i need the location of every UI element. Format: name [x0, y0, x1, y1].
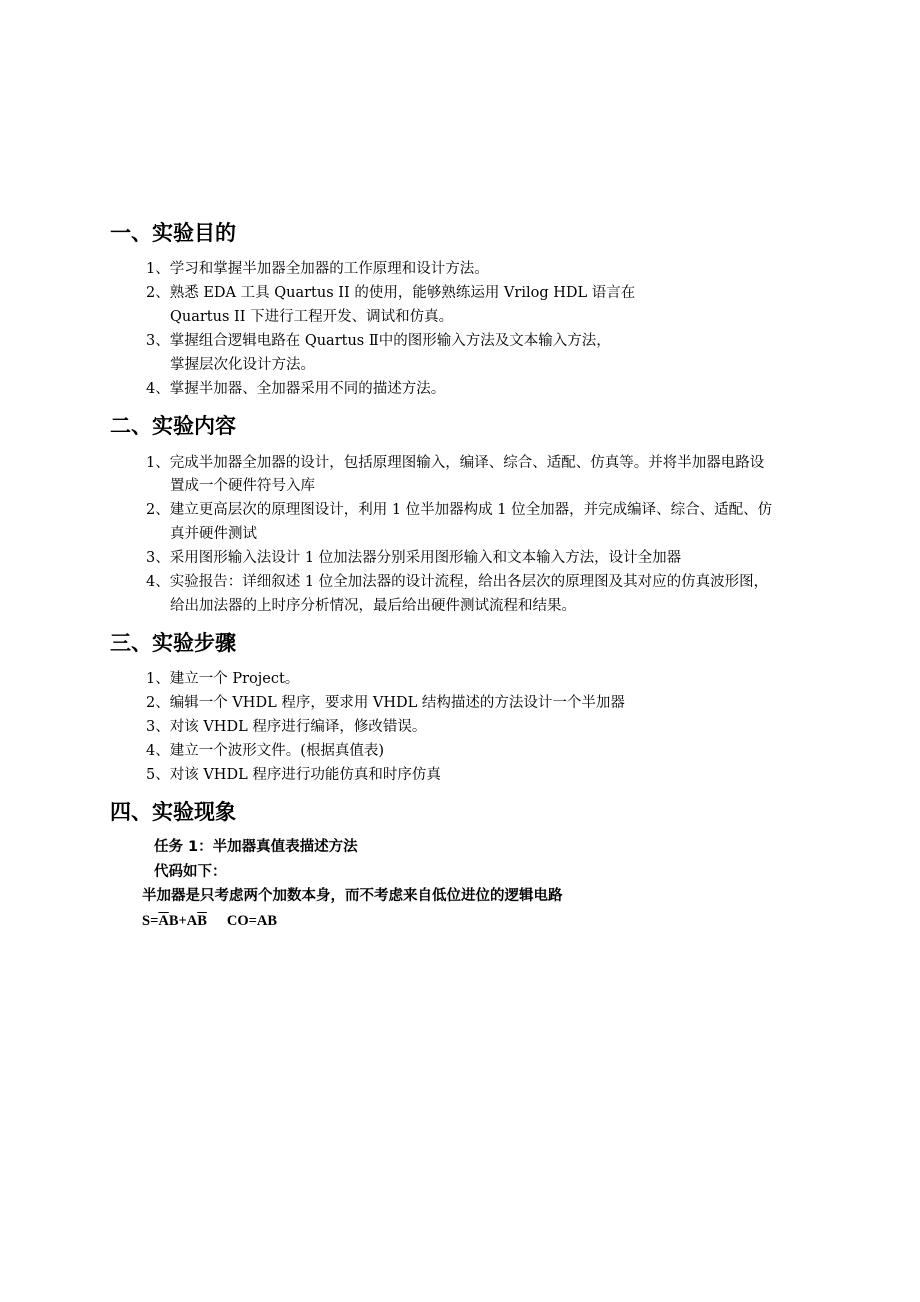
purpose-line-4: 4、掌握半加器、全加器采用不同的描述方法。	[146, 381, 446, 397]
formula-a-bar: $\overline{A}$	[158, 913, 169, 929]
half-adder-description: 半加器是只考虑两个加数本身，而不考虑来自低位进位的逻辑电路	[142, 888, 563, 904]
section-heading-content: 二、实验内容	[110, 414, 236, 438]
section-heading-purpose: 一、实验目的	[110, 221, 236, 245]
content-line-2: 2、建立更高层次的原理图设计，利用 1 位半加器构成 1 位全加器，并完成编译、综合、适配、仿	[146, 502, 773, 518]
purpose-line-1: 1、学习和掌握半加器全加器的工作原理和设计方法。	[146, 261, 489, 277]
content-line-4: 4、实验报告：详细叙述 1 位全加法器的设计流程，给出各层次的原理图及其对应的仿真波形图，	[146, 574, 769, 590]
formula-b-bar: $\overline{B}$	[197, 913, 207, 929]
formula-carry: CO=AB	[226, 913, 278, 929]
purpose-line-3-cont: 掌握层次化设计方法。	[170, 357, 315, 373]
code-intro: 代码如下：	[154, 864, 227, 880]
content-line-1-cont: 置成一个硬件符号入库	[170, 478, 315, 494]
step-line-2: 2、编辑一个 VHDL 程序，要求用 VHDL 结构描述的方法设计一个半加器	[146, 695, 625, 711]
task-1-title: 任务 1：半加器真值表描述方法	[154, 839, 358, 855]
purpose-line-2-cont: Quartus II 下进行工程开发、调试和仿真。	[170, 309, 454, 325]
formula-plus-a: +A	[178, 913, 198, 929]
content-line-3: 3、采用图形输入法设计 1 位加法器分别采用图形输入和文本输入方法，设计全加器	[146, 550, 682, 566]
formula-s-prefix: S=	[142, 913, 159, 929]
section-heading-phenomenon: 四、实验现象	[110, 800, 236, 824]
step-line-1: 1、建立一个 Project。	[146, 671, 300, 687]
content-line-1: 1、完成半加器全加器的设计，包括原理图输入，编译、综合、适配、仿真等。并将半加器电路设	[146, 455, 765, 471]
content-line-2-cont: 真并硬件测试	[170, 526, 257, 542]
purpose-line-3: 3、掌握组合逻辑电路在 Quartus Ⅱ中的图形输入方法及文本输入方法，	[146, 333, 611, 349]
half-adder-formula	[142, 911, 277, 931]
step-line-4: 4、建立一个波形文件。(根据真值表)	[146, 743, 385, 759]
step-line-3: 3、对该 VHDL 程序进行编译，修改错误。	[146, 719, 427, 735]
content-line-4-cont: 给出加法器的上时序分析情况，最后给出硬件测试流程和结果。	[170, 598, 576, 614]
section-heading-steps: 三、实验步骤	[110, 631, 236, 655]
formula-b: B	[168, 913, 179, 929]
purpose-line-2: 2、熟悉 EDA 工具 Quartus II 的使用，能够熟练运用 Vrilog HDL 语言在	[146, 285, 636, 301]
step-line-5: 5、对该 VHDL 程序进行功能仿真和时序仿真	[146, 767, 441, 783]
